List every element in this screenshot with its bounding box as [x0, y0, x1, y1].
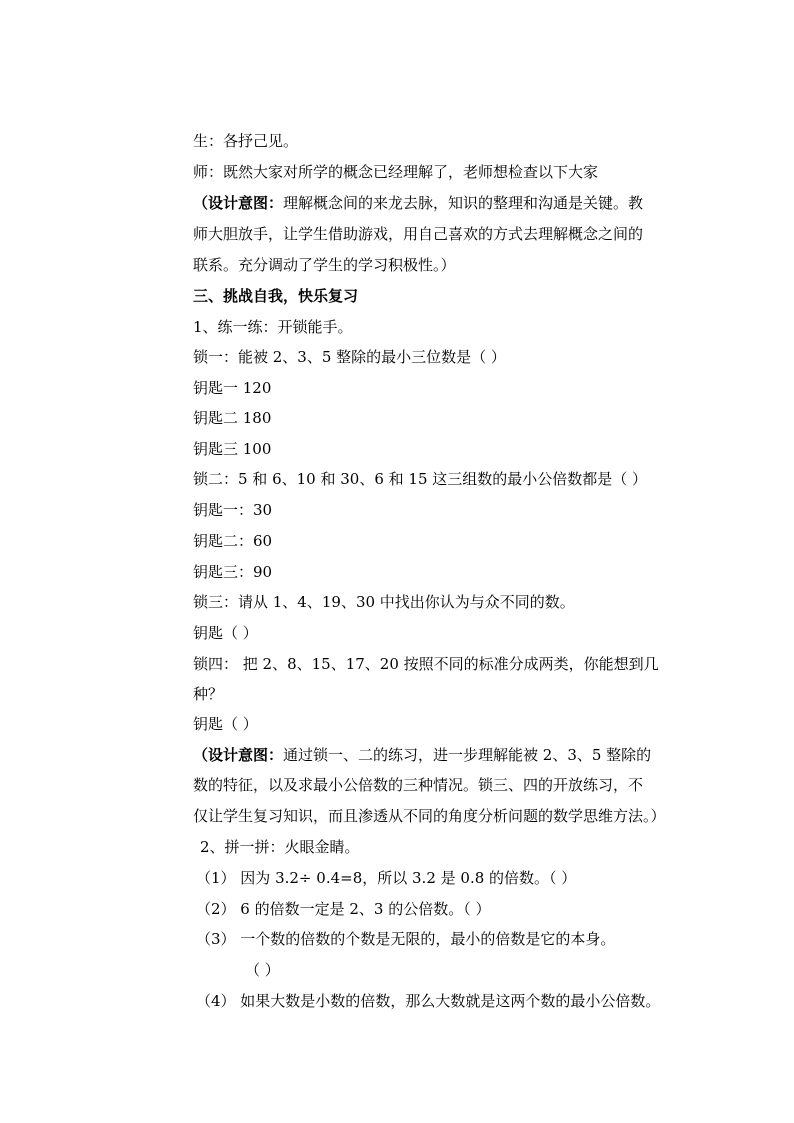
text-line: 师：既然大家对所学的概念已经理解了，老师想检查以下大家: [193, 163, 599, 181]
design-intent-text: 理解概念间的来龙去脉，知识的整理和沟通是关键。教: [283, 194, 644, 212]
text-line: 钥匙一 120: [193, 379, 272, 397]
text-line: 数的特征，以及求最小公倍数的三种情况。锁三、四的开放练习，不: [193, 776, 644, 794]
design-intent-label: [193, 193, 643, 213]
text-line: 钥匙（ ）: [193, 624, 258, 642]
text-line: 锁四： 把 2、8、15、17、20 按照不同的标准分成两类，你能想到几: [193, 655, 659, 673]
question-line: （2） 6 的倍数一定是 2、3 的公倍数。（ ）: [196, 900, 491, 918]
question-line: （3） 一个数的倍数的个数是无限的，最小的倍数是它的本身。: [196, 930, 616, 948]
text-line: 2、拼一拼：火眼金睛。: [200, 838, 360, 856]
text-line: 钥匙三：90: [193, 563, 273, 581]
text-line: 1、练一练：开锁能手。: [193, 318, 353, 336]
text-line: 种？: [193, 685, 224, 703]
design-intent-text: 通过锁一、二的练习，进一步理解能被 2、3、5 整除的: [283, 746, 652, 764]
text-line: 师大胆放手，让学生借助游戏，用自己喜欢的方式去理解概念之间的: [193, 225, 644, 243]
text-line: 锁一：能被 2、3、5 整除的最小三位数是（ ）: [193, 348, 506, 366]
design-intent-heading: （设计意图：: [193, 194, 284, 212]
text-line: 钥匙二 180: [193, 409, 272, 427]
text-line: 钥匙一：30: [193, 501, 273, 519]
text-line: 钥匙（ ）: [193, 715, 258, 733]
design-intent-heading: （设计意图：: [193, 746, 284, 764]
design-intent-label: [193, 745, 651, 765]
text-line: 仅让学生复习知识，而且渗透从不同的角度分析问题的数学思维方法。）: [193, 807, 666, 825]
text-line: 锁二：5 和 6、10 和 30、6 和 15 这三组数的最小公倍数都是（ ）: [193, 470, 648, 488]
question-line: （4） 如果大数是小数的倍数，那么大数就是这两个数的最小公倍数。: [196, 992, 661, 1010]
section-heading: 三、挑战自我，快乐复习: [193, 287, 359, 305]
answer-bracket: （ ）: [245, 961, 280, 979]
text-line: 锁三：请从 1、4、19、30 中找出你认为与众不同的数。: [193, 593, 575, 611]
text-line: 生：各抒己见。: [193, 132, 299, 150]
question-line: （1） 因为 3.2÷ 0.4=8，所以 3.2 是 0.8 的倍数。（ ）: [196, 869, 577, 887]
text-line: 钥匙三 100: [193, 440, 272, 458]
text-line: 联系。充分调动了学生的学习积极性。）: [193, 256, 456, 274]
text-line: 钥匙二：60: [193, 532, 273, 550]
